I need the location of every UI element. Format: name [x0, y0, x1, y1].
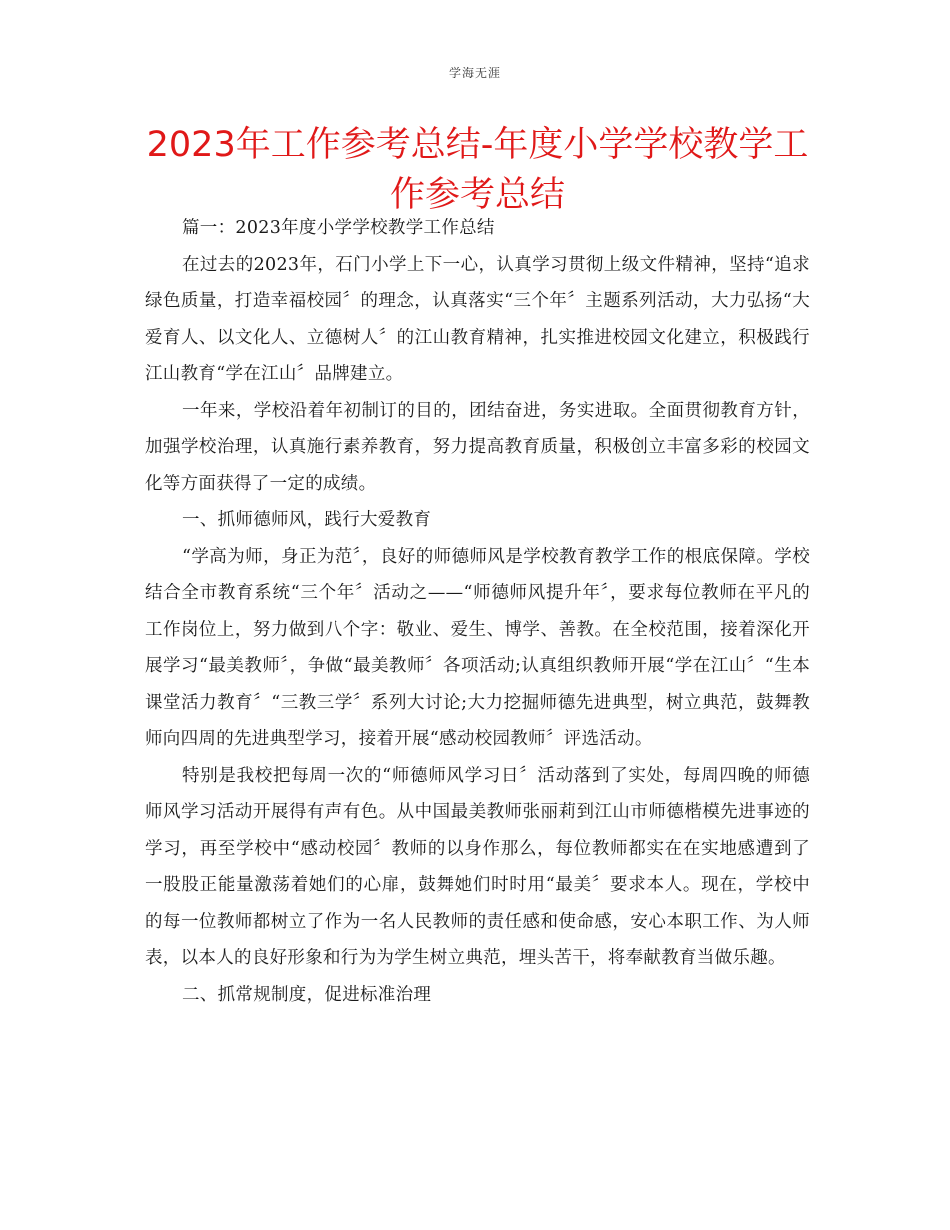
paragraph: “学高为师，身正为范〞，良好的师德师风是学校教育教学工作的根底保障。学校结合全市教育系统“三个年〞活动之——“师德师风提升年〞，要求每位教师在平凡的工作岗位上，努力做到八个字：敬业、爱生、博学、善教。在全校范围，接着深化开展学习“最美教师〞，争做“最美教师〞各项活动;认真组织教师开展“学在江山〞“生本课堂活力教育〞“三教三学〞系列大讨论;大力挖掘师德先进典型，树立典范，鼓舞教师向四周的先进典型学习，接着开展“感动校园教师〞评选活动。: [145, 546, 810, 749]
page-header: 学海无涯: [448, 66, 501, 80]
section-subtitle: 篇一：2023年度小学学校教学工作总结: [182, 218, 495, 238]
section-heading: 二、抓常规制度，促进标准治理: [182, 984, 432, 1005]
section-heading: 一、抓师德师风，践行大爱教育: [182, 510, 432, 530]
paragraph: 在过去的2023年，石门小学上下一心，认真学习贯彻上级文件精神，坚持“追求绿色质量，打造幸福校园〞的理念，认真落实“三个年〞主题系列活动，大力弘扬“大爱育人、以文化人、立德树人〞的江山教育精神，扎实推进校园文化建立，积极践行江山教育“学在江山〞品牌建立。: [145, 254, 810, 384]
paragraph: 特别是我校把每周一次的“师德师风学习日〞活动落到了实处，每周四晚的师德师风学习活动开展得有声有色。从中国最美教师张丽莉到江山市师德楷模先进事迹的学习，再至学校中“感动校园〞教师的以身作那么，每位教师都实在在实地感遭到了一股股正能量激荡着她们的心扉，鼓舞她们时时用“最美〞要求本人。现在，学校中的每一位教师都树立了作为一名人民教师的责任感和使命感，安心本职工作、为人师表，以本人的良好形象和行为为学生树立典范，埋头苦干，将奉献教育当做乐趣。: [145, 765, 810, 968]
paragraph: 一年来，学校沿着年初制订的目的，团结奋进，务实进取。全面贯彻教育方针，加强学校治理，认真施行素养教育，努力提高教育质量，积极创立丰富多彩的校园文化等方面获得了一定的成绩。: [145, 400, 810, 494]
document-body: [145, 210, 810, 1013]
document-title: 2023年工作参考总结-年度小学学校教学工作参考总结: [146, 125, 809, 215]
